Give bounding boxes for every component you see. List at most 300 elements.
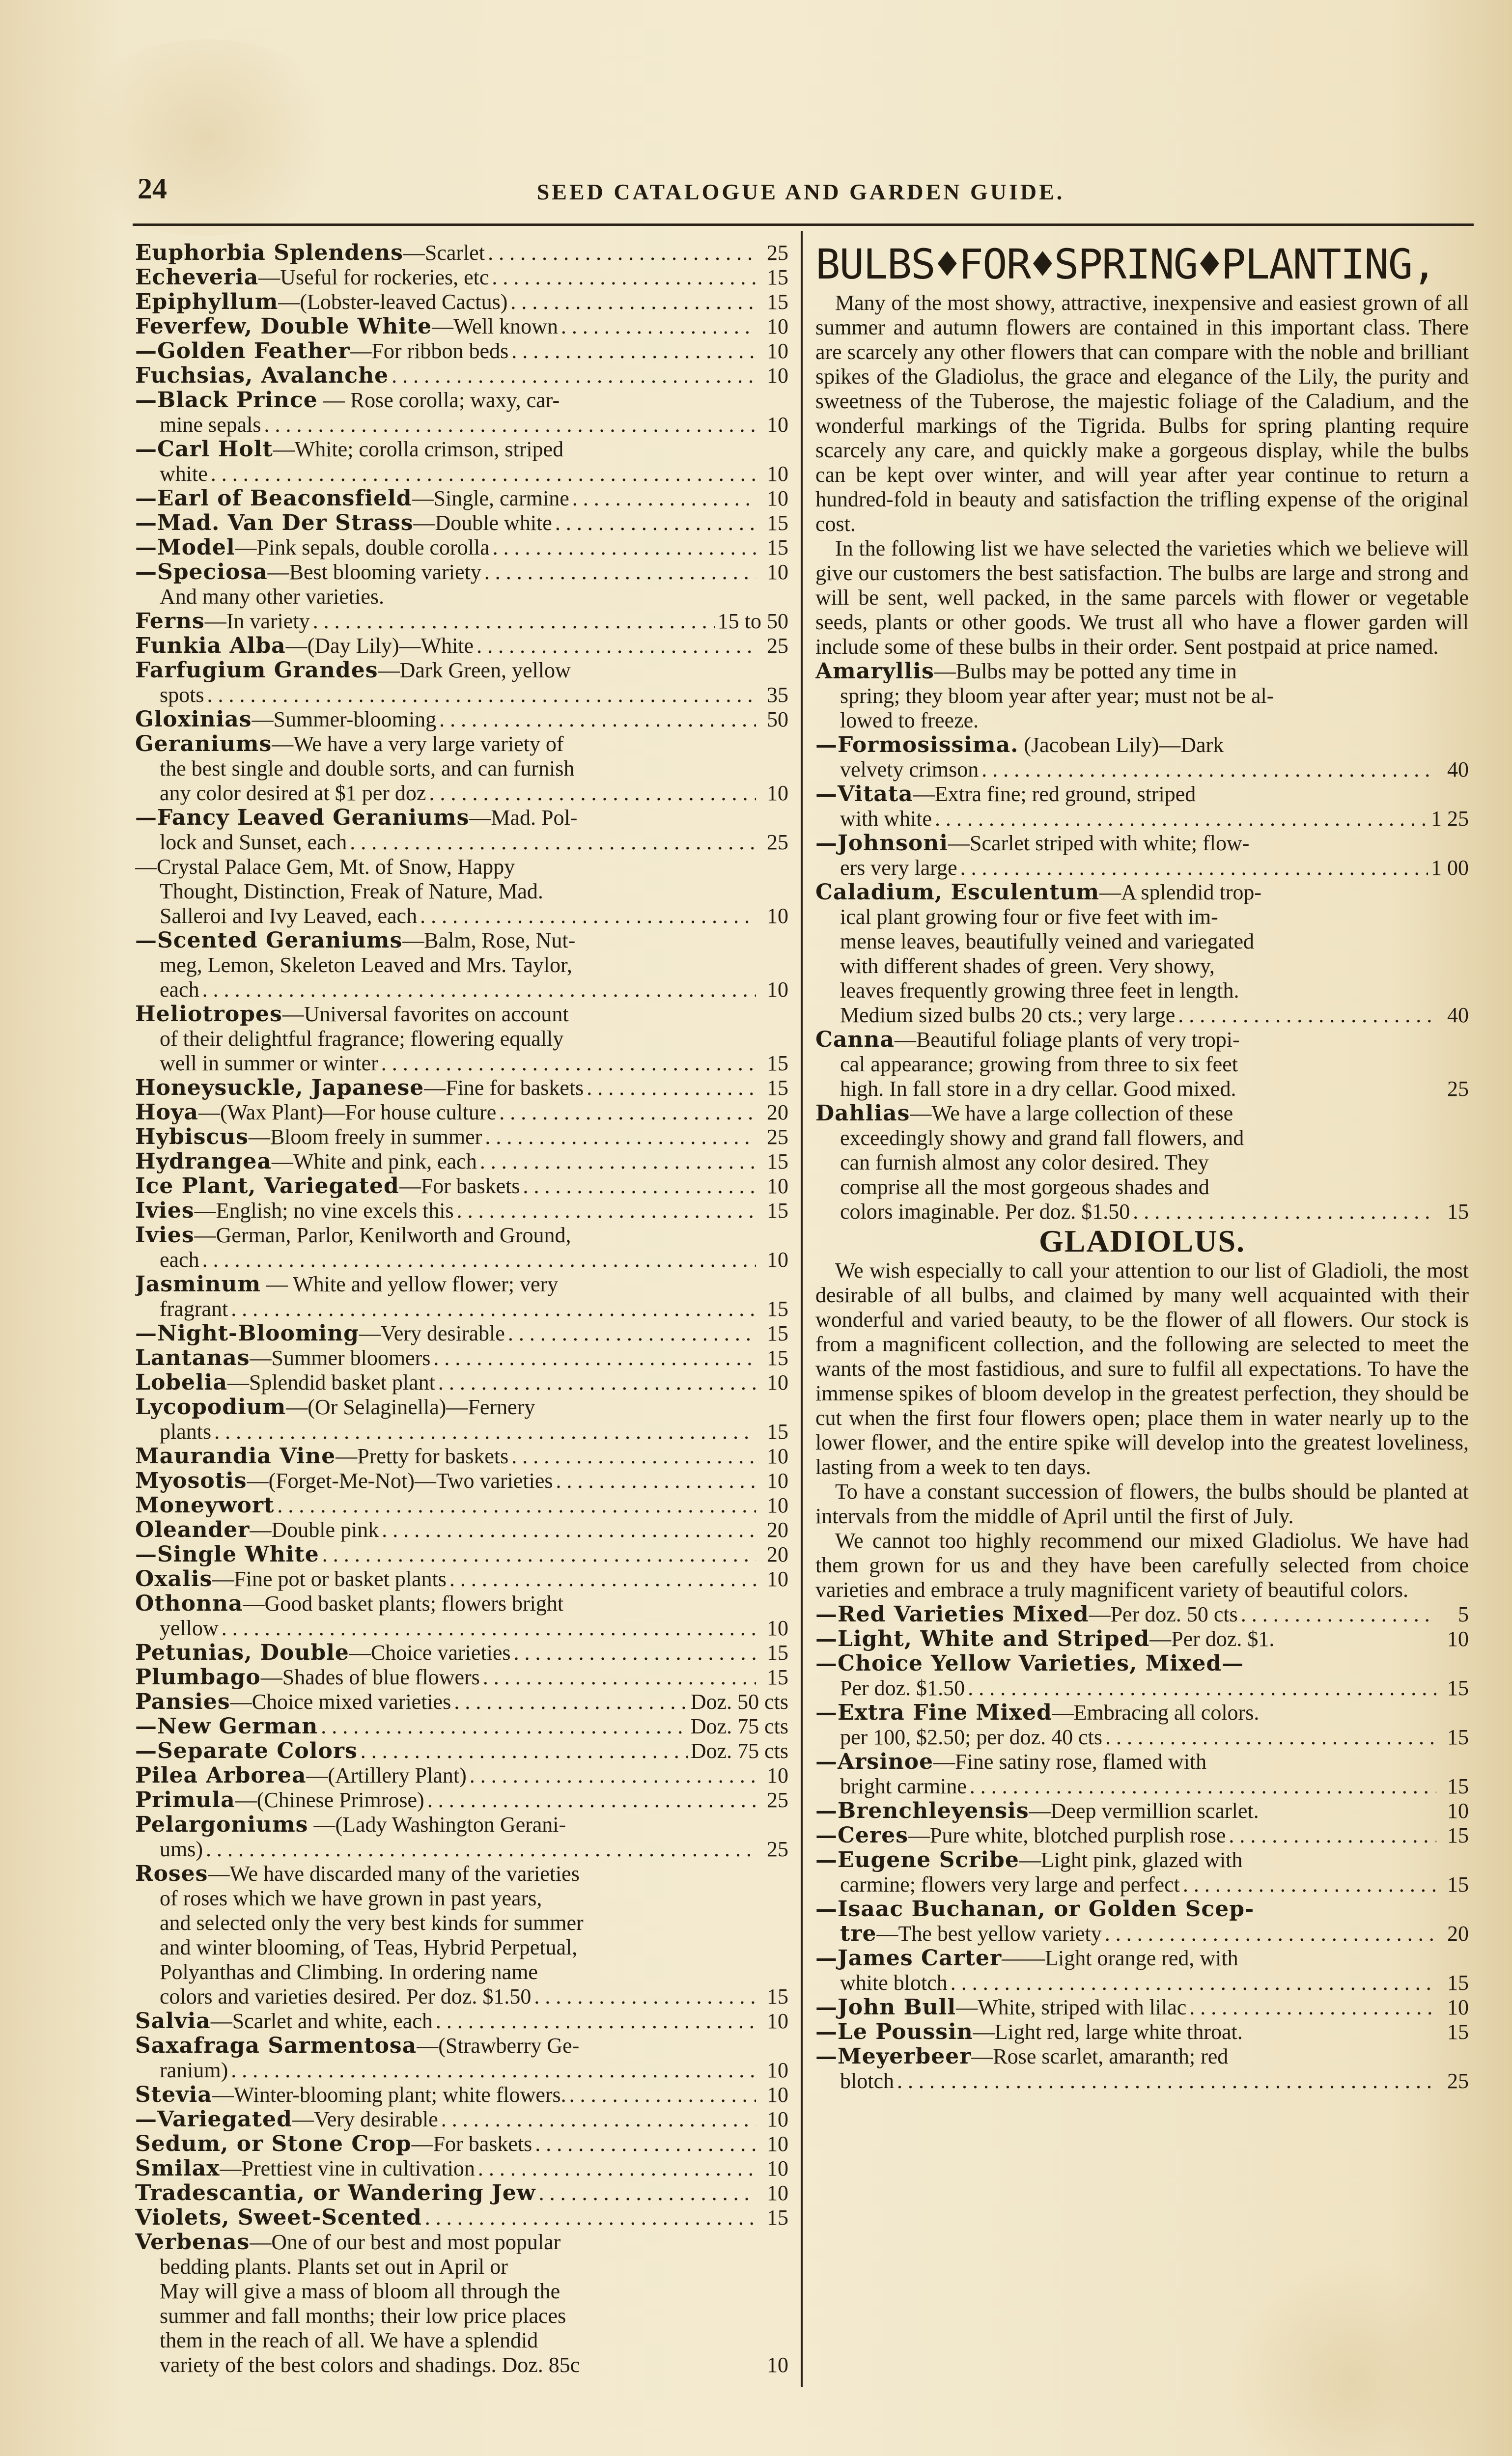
price: 20: [767, 1100, 788, 1124]
leader-dots: [556, 1469, 756, 1493]
leader-dots: [277, 1493, 756, 1518]
plant-name: Lantanas: [135, 1346, 250, 1370]
catalogue-entry: [135, 290, 788, 314]
entry-text: [160, 2279, 560, 2304]
plant-name: Heliotropes: [135, 1002, 282, 1027]
leader-dots: [968, 1676, 1436, 1701]
plant-name: —Earl of Beaconsfield: [135, 486, 412, 511]
plant-description: —(Forget-Me-Not)—Two varieties: [247, 1469, 553, 1493]
entry-text: [135, 1125, 482, 1149]
plant-description: cal appearance; growing from three to six feet: [840, 1052, 1238, 1076]
plant-description: meg, Lemon, Skeleton Leaved and Mrs. Taylor,: [160, 953, 572, 977]
bulbs-heading: BULBS♦FOR♦SPRING♦PLANTING,: [815, 240, 1436, 288]
catalogue-entry: [815, 1823, 1469, 1848]
plant-description: each: [160, 977, 199, 1002]
leader-dots: [439, 707, 756, 732]
leader-dots: [264, 413, 756, 437]
price: 15: [767, 1076, 788, 1100]
catalogue-entry: [135, 314, 788, 339]
plant-description: —Summer bloomers: [250, 1346, 431, 1370]
catalogue-entry-continuation: [135, 2255, 788, 2279]
plant-description: —One of our best and most popular: [250, 2230, 561, 2254]
entry-text: [135, 1739, 358, 1763]
entry-text: [160, 2255, 508, 2279]
leader-dots: [523, 1174, 756, 1199]
catalogue-entry: [135, 928, 788, 953]
price: 10: [767, 2107, 788, 2131]
entry-text: [160, 904, 417, 928]
plant-name: —Speciosa: [135, 560, 268, 585]
plant-name: Feverfew, Double White: [135, 314, 432, 339]
plant-name: —Model: [135, 535, 235, 560]
entry-text: [135, 1518, 379, 1542]
plant-description: bright carmine: [840, 1774, 967, 1798]
plant-name: Ivies: [135, 1223, 195, 1248]
catalogue-entry-continuation: [135, 462, 788, 486]
entry-text: [160, 462, 208, 486]
price: 10: [1447, 1799, 1469, 1823]
plant-name: tre: [840, 1922, 877, 1946]
plant-description: —Rose scarlet, amaranth; red: [971, 2044, 1229, 2068]
leader-dots: [511, 339, 756, 363]
plant-description: —(Artillery Plant): [306, 1763, 467, 1787]
catalogue-entry-continuation: [815, 856, 1469, 880]
price: 10: [767, 314, 788, 338]
plant-description: them in the reach of all. We have a splendid: [160, 2328, 538, 2352]
catalogue-entry: [135, 535, 788, 560]
price: 20: [767, 1542, 788, 1566]
plant-name: Funkia Alba: [135, 634, 286, 658]
entry-text: [135, 1321, 505, 1346]
plant-description: —(Chinese Primrose): [235, 1788, 424, 1812]
catalogue-entry-continuation: [135, 781, 788, 806]
entry-text: [135, 634, 474, 658]
plant-description: Per doz. $1.50: [840, 1676, 965, 1700]
catalogue-entry: [135, 2230, 788, 2255]
leader-dots: [488, 241, 756, 265]
catalogue-entry: [815, 1750, 1469, 1774]
entry-text: [815, 1701, 1259, 1725]
plant-description: —Double pink: [250, 1518, 379, 1542]
price: 15: [1447, 2020, 1469, 2044]
entry-text: [815, 1101, 1233, 1126]
catalogue-entry: [815, 1627, 1469, 1651]
entry-text: [135, 1788, 424, 1813]
plant-description: summer and fall months; their low price places: [160, 2304, 566, 2328]
plant-description: mense leaves, beautifully veined and variegated: [840, 929, 1254, 953]
plant-description: ers very large: [840, 856, 957, 880]
catalogue-entry: [135, 1002, 788, 1027]
entry-text: [135, 241, 485, 265]
entry-text: [160, 1935, 577, 1960]
right-column: [815, 241, 1469, 2093]
catalogue-entry-continuation: [135, 1027, 788, 1051]
plant-description: blotch: [840, 2069, 894, 2093]
plant-description: — Rose corolla; waxy, car-: [317, 388, 560, 412]
plant-name: Hybiscus: [135, 1125, 249, 1149]
plant-name: Ice Plant, Variegated: [135, 1174, 399, 1199]
catalogue-entry-continuation: [815, 807, 1469, 831]
plant-name: Canna: [815, 1028, 895, 1052]
plant-description: (Jacobean Lily)—Dark: [1018, 733, 1224, 757]
plant-name: Lobelia: [135, 1370, 227, 1395]
plant-description: ranium): [160, 2058, 228, 2082]
entry-text: [815, 2020, 1243, 2044]
leader-dots: [499, 1100, 756, 1125]
plant-description: ical plant growing four or five feet with im-: [840, 905, 1218, 929]
plant-description: mine sepals: [160, 413, 261, 437]
catalogue-entry: [815, 1602, 1469, 1627]
catalogue-entry-continuation: [815, 757, 1469, 782]
price: 15: [1447, 1823, 1469, 1847]
entry-text: [160, 1248, 199, 1272]
plant-name: Ferns: [135, 609, 205, 634]
price: 10: [767, 2058, 788, 2082]
plant-description: —Fine for baskets: [424, 1076, 584, 1100]
page-header: [128, 172, 1474, 206]
price: 25: [767, 1788, 788, 1812]
catalogue-entry-continuation: [135, 904, 788, 928]
catalogue-entry-continuation: [815, 905, 1469, 929]
catalogue-entry-continuation: [135, 1616, 788, 1641]
entry-text: [840, 929, 1254, 954]
entry-text: [135, 806, 577, 830]
plant-description: —Bloom freely in summer: [248, 1125, 482, 1149]
entry-text: [135, 658, 571, 683]
plant-name: Violets, Sweet-Scented: [135, 2205, 422, 2230]
plant-description: —Light red, large white throat.: [973, 2020, 1243, 2044]
plant-name: —Meyerbeer: [815, 2044, 972, 2069]
catalogue-entry-continuation: [135, 1984, 788, 2009]
entry-text: [840, 2069, 894, 2093]
catalogue-entry: [815, 831, 1469, 856]
entry-text: [135, 1469, 553, 1493]
plant-description: —Shades of blue flowers: [260, 1665, 480, 1689]
catalogue-entry: [135, 339, 788, 363]
plant-name: Fuchsias, Avalanche: [135, 363, 389, 388]
leader-dots: [322, 1542, 756, 1567]
catalogue-entry: [135, 1641, 788, 1665]
entry-text: [135, 1690, 451, 1714]
price: 15: [1447, 1971, 1469, 1995]
entry-text: [135, 511, 552, 535]
entry-text: [160, 2304, 566, 2328]
plant-description: —Very desirable: [359, 1321, 505, 1345]
catalogue-entry-continuation: [135, 585, 788, 609]
entry-text: [135, 1542, 319, 1567]
leader-dots: [897, 2069, 1436, 2093]
plant-name: —Golden Feather: [135, 339, 350, 363]
leader-dots: [493, 535, 756, 560]
catalogue-entry: [135, 1862, 788, 1886]
plant-name: Sedum, or Stone Crop: [135, 2132, 412, 2156]
catalogue-entry-continuation: [815, 1872, 1469, 1897]
catalogue-entry-continuation: [815, 1003, 1469, 1028]
catalogue-entry: [815, 1028, 1469, 1052]
entry-text: [135, 1149, 477, 1174]
leader-dots: [1189, 1995, 1436, 2020]
leader-dots: [381, 1051, 756, 1076]
entry-text: [135, 1174, 520, 1199]
catalogue-entry: [135, 363, 788, 388]
leader-dots: [478, 2156, 756, 2181]
catalogue-entry: [135, 1223, 788, 1248]
leader-dots: [457, 1199, 756, 1223]
catalogue-entry-continuation: [135, 756, 788, 781]
plant-description: plants: [160, 1420, 212, 1444]
entry-text: [160, 1297, 228, 1321]
catalogue-entry-continuation: [135, 1248, 788, 1272]
leader-dots: [438, 1370, 756, 1395]
plant-name: —Carl Holt: [135, 437, 273, 462]
price: 15: [1447, 1872, 1469, 1897]
price: 1 25: [1431, 807, 1469, 831]
price: 10: [767, 781, 788, 805]
plant-name: Petunias, Double: [135, 1641, 349, 1665]
leader-dots: [535, 2132, 756, 2156]
leader-dots: [1183, 1872, 1436, 1897]
price: 15: [767, 2205, 788, 2230]
entry-text: [160, 953, 572, 977]
plant-name: —Ceres: [815, 1823, 908, 1848]
plant-name: Verbenas: [135, 2230, 250, 2255]
plant-name: —Scented Geraniums: [135, 928, 403, 953]
leader-dots: [202, 977, 756, 1002]
price: 20: [1447, 1922, 1469, 1946]
plant-description: —German, Parlor, Kenilworth and Ground,: [194, 1223, 571, 1247]
plant-description: can furnish almost any color desired. They: [840, 1150, 1209, 1174]
plant-name: —Black Prince: [135, 388, 318, 413]
plant-name: —Extra Fine Mixed: [815, 1701, 1052, 1725]
plant-description: —(Lady Washington Gerani-: [308, 1813, 566, 1837]
plant-name: Tradescantia, or Wandering Jew: [135, 2181, 536, 2205]
catalogue-entry: [135, 2132, 788, 2156]
page-number: 24: [138, 172, 167, 205]
entry-text: [135, 363, 389, 388]
catalogue-entry-continuation: [135, 1935, 788, 1960]
leader-dots: [534, 1984, 756, 2009]
plant-description: —We have a very large variety of: [272, 732, 564, 756]
entry-text: [840, 1150, 1209, 1175]
entry-text: [135, 928, 575, 953]
plant-name: Echeveria: [135, 265, 259, 290]
catalogue-entry: [135, 2205, 788, 2230]
price: 15: [767, 1297, 788, 1321]
catalogue-entry-continuation: [135, 977, 788, 1002]
entry-text: [160, 1616, 219, 1641]
plant-description: —Bulbs may be potted any time in: [934, 659, 1237, 683]
leader-dots: [960, 856, 1428, 880]
leader-dots: [1105, 1922, 1436, 1946]
catalogue-entry-continuation: [815, 978, 1469, 1003]
entry-text: [815, 1028, 1240, 1052]
price: 40: [1447, 757, 1469, 781]
plant-description: —Balm, Rose, Nut-: [402, 928, 576, 952]
entry-text: [135, 707, 436, 732]
plant-description: —Best blooming variety: [267, 560, 481, 584]
catalogue-entry: [135, 2156, 788, 2181]
leader-dots: [427, 1788, 756, 1813]
entry-text: [135, 560, 481, 585]
entry-text: [840, 757, 979, 782]
catalogue-entry: [135, 1665, 788, 1690]
gladiolus-paragraph: We wish especially to call your attention to our list of Gladioli, the most desirable of all bulbs, and claimed by many well acquainted with their wonderful and varied beauty, to be the flower of all flowers. Our stock is from a magnificent collection, and the following are selected to meet the wants of the most fastidious, and sure to fulfil all expectations. To have the immense spikes of bloom develop in the greatest perfection, they should be cut when the first four flowers open; place them in water nearly up to the lower flower, and the entire spike will develop into the greatest loveliness, lasting from a week to ten days.: [815, 1258, 1469, 1479]
plant-description: —For baskets: [399, 1174, 520, 1198]
plant-description: —Summer-blooming: [252, 707, 437, 731]
leader-dots: [513, 1641, 756, 1665]
leader-dots: [951, 1971, 1436, 1995]
plant-name: Saxafraga Sarmentosa: [135, 2034, 417, 2058]
catalogue-entry-continuation: [135, 1837, 788, 1862]
entry-text: [840, 1175, 1209, 1200]
catalogue-entry: [135, 1739, 788, 1763]
price: 10: [767, 1493, 788, 1517]
plant-name: —Choice Yellow Varieties, Mixed—: [815, 1651, 1244, 1676]
plant-name: —Johnsoni: [815, 831, 948, 856]
price: 10: [767, 1248, 788, 1272]
leader-dots: [510, 290, 756, 314]
leader-dots: [214, 1420, 756, 1444]
entry-text: [815, 1651, 1244, 1676]
plant-description: white: [160, 462, 208, 486]
leader-dots: [508, 1321, 756, 1346]
price: 25: [767, 1837, 788, 1861]
price: Doz. 75 cts: [690, 1739, 788, 1763]
price: 15: [767, 1346, 788, 1370]
price: 10: [767, 2353, 788, 2377]
catalogue-entry-continuation: [135, 2304, 788, 2328]
entry-text: [160, 585, 384, 609]
entry-text: [135, 388, 560, 413]
plant-description: variety of the best colors and shadings. Doz. 85c: [160, 2353, 580, 2377]
catalogue-entry-continuation: [135, 953, 788, 977]
catalogue-entry: [135, 1346, 788, 1370]
plant-name: Oxalis: [135, 1567, 213, 1591]
bulbs-list: [815, 659, 1469, 1224]
catalogue-entry: [135, 855, 788, 879]
plant-description: —English; no vine excels this: [194, 1199, 454, 1223]
plant-description: with different shades of green. Very showy,: [840, 954, 1215, 978]
entry-text: [160, 1027, 563, 1051]
catalogue-entry-continuation: [815, 1052, 1469, 1077]
plant-description: carmine; flowers very large and perfect: [840, 1872, 1180, 1897]
gladiolus-paragraph: We cannot too highly recommend our mixed Gladiolus. We have had them grown for us and they have been carefully selected from choice varieties and embrace a truly magnificent variety of beautiful colors.: [815, 1529, 1469, 1602]
plant-description: —Double white: [413, 511, 552, 535]
plant-description: —The best yellow variety: [876, 1922, 1102, 1946]
catalogue-entry: [135, 511, 788, 535]
price: 15: [767, 1051, 788, 1075]
price: Doz. 50 cts: [690, 1690, 788, 1714]
price: 10: [767, 363, 788, 388]
entry-text: [815, 733, 1224, 757]
price: 10: [767, 1469, 788, 1493]
entry-text: [135, 265, 489, 290]
entry-text: [815, 1799, 1259, 1823]
entry-text: [135, 314, 558, 339]
entry-text: [160, 1960, 538, 1984]
entry-text: [135, 2156, 475, 2181]
price: 15: [767, 265, 788, 289]
left-column: [135, 241, 788, 2377]
plant-name: Smilax: [135, 2156, 220, 2181]
leader-dots: [561, 314, 756, 339]
catalogue-entry: [135, 1199, 788, 1223]
entry-text: [160, 756, 574, 781]
plant-description: —For ribbon beds: [350, 339, 509, 363]
price: 25: [767, 634, 788, 658]
entry-text: [135, 2107, 438, 2132]
catalogue-entry-continuation: [135, 1886, 788, 1911]
catalogue-entry: [815, 880, 1469, 905]
price: 25: [767, 830, 788, 854]
price: 15: [767, 1984, 788, 2009]
catalogue-entry: [135, 1174, 788, 1199]
plant-name: Hydrangea: [135, 1149, 272, 1174]
plant-description: ums): [160, 1837, 203, 1861]
leader-dots: [1105, 1725, 1436, 1750]
price: 25: [1447, 1077, 1469, 1101]
plant-name: Maurandia Vine: [135, 1444, 336, 1469]
entry-text: [840, 978, 1239, 1003]
plant-description: Polyanthas and Climbing. In ordering name: [160, 1960, 538, 1984]
plant-name: Ivies: [135, 1199, 195, 1223]
leader-dots: [480, 1149, 756, 1174]
plant-description: colors imaginable. Per doz. $1.50: [840, 1200, 1130, 1224]
leader-dots: [321, 1714, 688, 1739]
catalogue-entry: [815, 1848, 1469, 1872]
catalogue-entry-continuation: [815, 1150, 1469, 1175]
plant-name: Gloxinias: [135, 707, 252, 732]
entry-text: [815, 659, 1237, 684]
plant-description: and selected only the very best kinds for summer: [160, 1911, 584, 1935]
plant-description: high. In fall store in a dry cellar. Good mixed.: [840, 1077, 1236, 1101]
plant-description: lowed to freeze.: [840, 708, 979, 732]
entry-text: [135, 1714, 318, 1739]
plant-description: —Useful for rockeries, etc: [258, 265, 489, 289]
plant-name: Honeysuckle, Japanese: [135, 1076, 424, 1100]
plant-description: —Fine satiny rose, flamed with: [933, 1750, 1207, 1774]
entry-text: [135, 732, 564, 756]
catalogue-entry: [135, 2034, 788, 2058]
catalogue-entry: [135, 1100, 788, 1125]
catalogue-entry: [135, 486, 788, 511]
entry-text: [135, 1199, 454, 1223]
leader-dots: [492, 265, 756, 290]
plant-description: —Splendid basket plant: [227, 1370, 435, 1395]
plant-description: Thought, Distinction, Freak of Nature, Mad.: [160, 879, 543, 903]
catalogue-entry: [815, 2044, 1469, 2069]
price: 15: [767, 511, 788, 535]
plant-name: —Formosissima.: [815, 733, 1019, 757]
price: 10: [767, 2181, 788, 2205]
catalogue-entry-continuation: [815, 1077, 1469, 1101]
catalogue-entry-continuation: [815, 1126, 1469, 1150]
leader-dots: [572, 486, 756, 511]
gladiolus-paragraph: To have a constant succession of flowers, the bulbs should be planted at intervals from the middle of April until the first of July.: [815, 1479, 1469, 1528]
plant-description: —Beautiful foliage plants of very tropi-: [895, 1028, 1240, 1052]
price: 15: [767, 1665, 788, 1689]
price: 10: [767, 1444, 788, 1468]
leader-dots: [485, 1125, 756, 1149]
bulbs-intro-paragraph: Many of the most showy, attractive, inexpensive and easiest grown of all summer and autumn flowers are contained in this important class. There are scarcely any other flowers that can compare with the noble and brilliant spikes of the Gladiolus, the grace and elegance of the Lily, the purity and sweetness of the Tuberose, the majestic foliage of the Caladium, and the wonderful markings of the Tigrida. Bulbs for spring planting require scarcely any care, and quickly make a gorgeous display, while the bulbs can be kept over winter, and will year after year continue to return a hundred-fold in beauty and satisfaction the trifling expense of the original cost.: [815, 291, 1469, 536]
column-divider: [801, 231, 803, 2387]
catalogue-entry-continuation: [815, 929, 1469, 954]
entry-text: [840, 1052, 1238, 1077]
catalogue-entry: [815, 1995, 1469, 2020]
entry-text: [135, 1100, 496, 1125]
plant-description: Medium sized bulbs 20 cts.; very large: [840, 1003, 1176, 1027]
catalogue-entry: [135, 1149, 788, 1174]
